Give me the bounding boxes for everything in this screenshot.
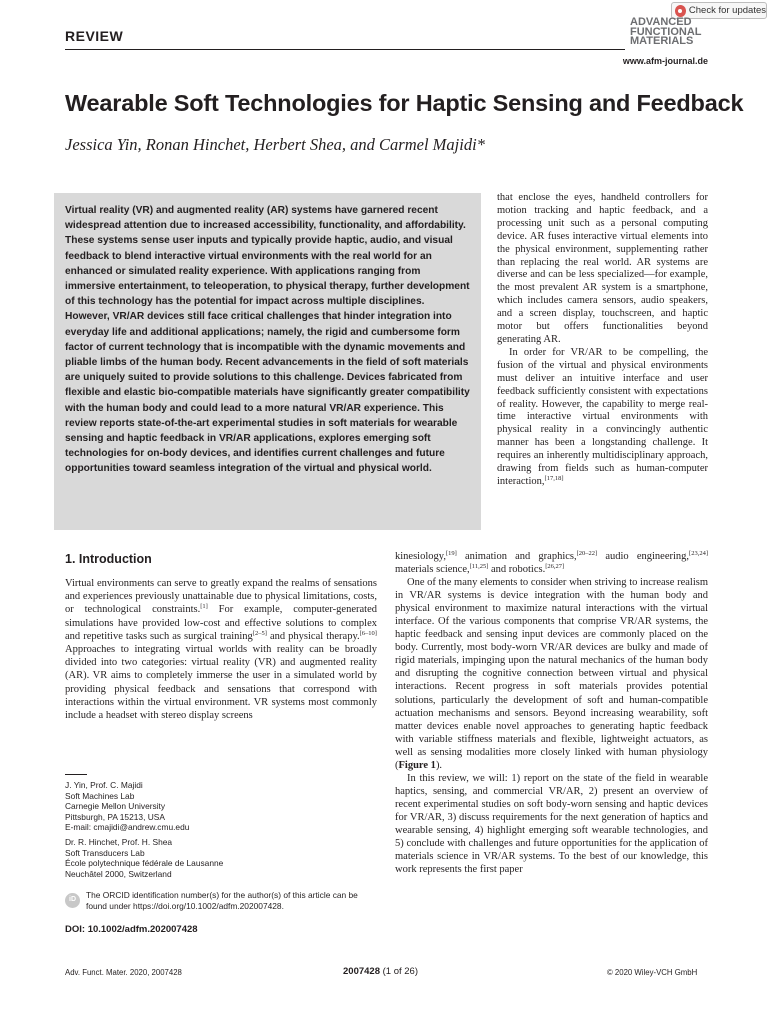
affiliations — [65, 780, 377, 879]
footer-page-number — [343, 966, 418, 977]
orcid-note — [65, 890, 377, 911]
citation-link[interactable]: [11,25] — [469, 563, 489, 571]
paragraph-text: kinesiology, — [395, 551, 446, 562]
paragraph-text: For example, computer-generated simulations have provided low-cost and effective solutions to complex and repetitive tasks such as surgical training — [65, 604, 377, 642]
abstract-text: Virtual reality (VR) and augmented reality (AR) systems have garnered recent widespread attention due to increased accessibility, functionality, and affordability. These systems sense user inputs and typically provide haptic, audio, and visual feedback to blend interactive virtual environments with the real world for an enhanced or simulated reality experience. With applications ranging from immersive entertainment, to teleoperation, to physical therapy, further development of this technology has the potential for impact across multiple disciplines. However, VR/AR devices still face critical challenges that hinder integration into everyday life and additional applications; namely, the rigid and cumbersome form factor of current technology that is incompatible with the dynamic movements and pliable limbs of the human body. Recent advancements in the field of soft materials are uniquely suited to provide solutions to this challenge. Devices fabricated from flexible and elastic bio-compatible materials have significantly greater compatibility with the human body and could lead to a more natural VR/AR experience. This review reports state-of-the-art experimental studies in soft materials for wearable sensing and haptic feedback in VR/AR applications, explores emerging soft technologies for on-body devices, and identifies current challenges and future opportunities toward seamless integration of the virtual and physical world. — [65, 205, 470, 475]
affiliation-line: Soft Transducers Lab — [65, 847, 145, 858]
affiliation-line: Pittsburgh, PA 15213, USA — [65, 811, 165, 822]
citation-link[interactable]: [19] — [445, 550, 457, 557]
figure-link[interactable]: Figure 1 — [398, 759, 436, 771]
citation-link[interactable]: [17,18] — [544, 474, 564, 482]
journal-logo-line: FUNCTIONAL — [630, 25, 702, 38]
article-title: Wearable Soft Technologies for Haptic Sensing and Feedback — [65, 90, 744, 116]
paragraph — [395, 576, 708, 772]
crossmark-icon — [675, 5, 686, 17]
orcid-icon: iD — [65, 893, 80, 908]
citation-link[interactable]: [1] — [200, 603, 208, 611]
paragraph — [497, 347, 708, 489]
affiliation-line: J. Yin, Prof. C. Majidi — [65, 780, 143, 790]
footer-page-info: (1 of 26) — [382, 966, 419, 977]
email-link[interactable]: E-mail: cmajidi@andrew.cmu.edu — [65, 822, 190, 833]
author-list: Jessica Yin, Ronan Hinchet, Herbert Shea, and Carmel Majidi* — [65, 135, 485, 154]
footer-article-number: 2007428 — [343, 966, 380, 977]
paragraph: that enclose the eyes, handheld controllers for motion tracking and haptic feedback, and a processing unit such as a personal computing device. AR fuses interactive virtual elements into the physical environment, supplementing rather than replacing the real world. AR systems are diverse and can be less specialized—for example, the most prevalent AR system is a smartphone, which includes camera sensors, audio speakers, and a screen display, touchscreen, and haptic motor but offers functionalities beyond generating AR. — [497, 192, 708, 345]
intro-paragraph — [65, 577, 377, 722]
affiliation-line: École polytechnique fédérale de Lausanne — [65, 858, 224, 869]
paragraph-text: One of the many elements to consider when striving to increase realism in VR/AR systems is device integration with the human body and physical environment to maximize natural interactions with the virtual interface. Of the various components that comprise VR/AR systems, the haptic feedback and sensing input devices are commonly placed on the body. Currently, most body-worn VR/AR devices are bulky and made of rigid materials, impinging upon the natural mechanics of the human body and disrupting the cognitive connection between virtual and physical interactions. Recent progress in soft materials provides potential solutions, particularly the development of soft and human-compatible actuation mechanisms and sensors. Beyond increasing wearability, soft matter devices enable novel approaches to generating haptic feedback with variable stiffness materials and flexible, lightweight actuators, as well as sensing modalities more closely linked with human physiology ( — [395, 577, 708, 771]
paragraph-text: ). — [435, 759, 443, 771]
paragraph-text: audio engineering, — [597, 551, 690, 562]
paragraph-text: In order for VR/AR to be compelling, the fusion of the virtual and physical environments must deliver an intuitive interface and user feedback sufficiently consistent with expectations of reality. However, the capability to merge real-time interactive virtual environments with physical reality in a convincingly authentic manner has been a longstanding challenge. It requires an inherently multidisciplinary approach, drawing from fields such as human-computer interaction, — [497, 346, 708, 487]
paragraph: In this review, we will: 1) report on the state of the field in wearable haptics, sensing, and commercial VR/AR, 2) present an overview of recent experimental studies on soft body-worn sensing and haptic devices for VR/AR, 3) discuss requirements for the next generation of haptics and wearable sensing, 4) highlight emerging soft wearable technologies, and 5) conclude with challenges and future opportunities for the application of materials science in VR/AR systems. To the best of our knowledge, this work represents the first paper — [395, 772, 708, 876]
journal-url-link[interactable]: www.afm-journal.de — [622, 56, 708, 66]
paragraph — [395, 550, 708, 576]
middle-column-text — [395, 550, 708, 876]
footnote-rule — [65, 774, 87, 775]
paragraph-text: and robotics. — [488, 564, 546, 576]
citation-link[interactable]: [2–5] — [252, 629, 267, 637]
citation-link[interactable]: [26,27] — [545, 563, 565, 571]
orcid-text[interactable]: The ORCID identification number(s) for the author(s) of this article can be found under https://doi.org/10.1002/adfm.202007428. — [86, 890, 358, 911]
paragraph-text: materials science, — [395, 564, 470, 576]
doi-link[interactable]: DOI: 10.1002/adfm.202007428 — [65, 924, 198, 935]
citation-link[interactable]: [23,24] — [689, 550, 708, 557]
journal-logo-line: ADVANCED — [630, 16, 692, 28]
abstract-box — [54, 193, 481, 530]
paragraph-text: and physical therapy. — [266, 630, 360, 642]
footer-journal-ref: Adv. Funct. Mater. 2020, 2007428 — [65, 968, 182, 977]
affiliation-line: Neuchâtel 2000, Switzerland — [65, 868, 172, 879]
journal-logo-line: MATERIALS — [630, 35, 694, 48]
check-updates-label: Check for updates — [688, 5, 766, 16]
citation-link[interactable]: [20–22] — [576, 550, 598, 557]
paragraph-text: Virtual environments can serve to greatly expand the realms of sensations and experiences previously unattainable due to physical limitations, costs, or technological constraints. — [65, 578, 377, 616]
left-column-text — [65, 577, 377, 722]
paragraph-text: animation and graphics, — [456, 551, 577, 562]
header-rule — [65, 49, 625, 50]
affiliation-line: Carnegie Mellon University — [65, 801, 166, 812]
citation-link[interactable]: [6–10] — [359, 629, 377, 637]
footer-copyright: © 2020 Wiley-VCH GmbH — [607, 968, 698, 977]
affiliation-line: Dr. R. Hinchet, Prof. H. Shea — [65, 836, 173, 847]
right-column-text — [497, 192, 708, 489]
section-label: REVIEW — [65, 28, 124, 44]
paragraph-text: Approaches to integrating virtual worlds with reality can be broadly divided into two categories: virtual reality (VR) and augmented reality (AR). VR aims to completely immerse the user in a simulated world by providing physical feedback and sensations that correspond with interactions within the virtual environment. VR systems most commonly include a headset with stereo display screens — [65, 644, 377, 722]
section-heading: 1. Introduction — [65, 552, 152, 566]
journal-logo — [630, 18, 710, 47]
affiliation-line: Soft Machines Lab — [65, 790, 135, 801]
